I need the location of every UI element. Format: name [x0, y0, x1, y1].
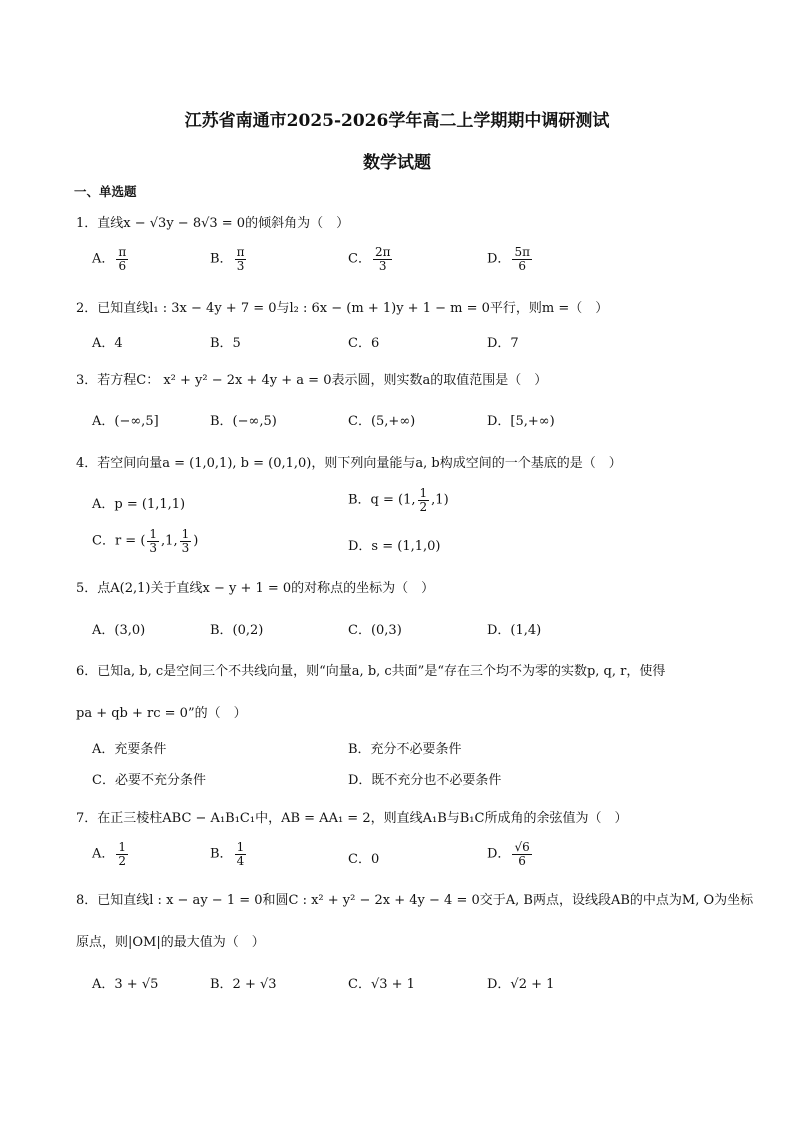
question-6-stem-continued: pa + qb + rc = 0”的（ ） — [76, 706, 247, 721]
question-2-option-a: A．4 — [92, 336, 123, 351]
question-8-option-c: C．√3 + 1 — [348, 977, 415, 992]
question-7-stem: 7．在正三棱柱ABC − A₁B₁C₁中，AB = AA₁ = 2，则直线A₁B与B₁C所成角的余弦值为（ ） — [76, 811, 628, 826]
question-3-option-a: A．(−∞,5] — [92, 414, 159, 429]
question-5-option-b: B．(0,2) — [210, 623, 264, 638]
question-8-option-b: B．2 + √3 — [210, 977, 277, 992]
question-2-stem: 2．已知直线l₁ : 3x − 4y + 7 = 0与l₂ : 6x − (m + 1)y + 1 − m = 0平行，则m =（ ） — [76, 301, 609, 316]
question-8-option-d: D．√2 + 1 — [487, 977, 555, 992]
question-1-option-a: A． $\frac{\pi}{6}$ — [92, 245, 127, 273]
question-2-option-b: B．5 — [210, 336, 241, 351]
question-1-option-d: D． $\frac{5\pi}{6}$ — [487, 245, 530, 273]
question-8-stem-continued: 原点，则|OM|的最大值为（ ） — [76, 935, 265, 950]
section-heading: 一、单选题 — [74, 184, 137, 199]
question-1-stem: 1．直线x − √3y − 8√3 = 0的倾斜角为（ ） — [76, 216, 350, 231]
question-7-option-d: D． $\frac{√6}{6}$ — [487, 840, 530, 868]
question-4-option-b: B．q = (1, $\frac{1}{2}$ ,1) — [348, 486, 449, 514]
question-2-option-c: C．6 — [348, 336, 380, 351]
page-subtitle: 数学试题 — [363, 153, 431, 173]
page-title: 江苏省南通市2025-2026学年高二上学期期中调研测试 — [184, 111, 610, 131]
question-5-option-d: D．(1,4) — [487, 623, 542, 638]
question-1-option-b: B． $\frac{\pi}{3}$ — [210, 245, 245, 273]
question-1-option-c: C． $\frac{2\pi}{3}$ — [348, 245, 391, 273]
question-2-option-d: D．7 — [487, 336, 519, 351]
question-3-option-c: C．(5,+∞) — [348, 414, 416, 429]
question-5-option-a: A．(3,0) — [92, 623, 146, 638]
question-3-stem: 3．若方程C： x² + y² − 2x + 4y + a = 0表示圆，则实数a的取值范围是（ ） — [76, 373, 548, 388]
question-7-option-c: C．0 — [348, 852, 380, 867]
question-5-stem: 5．点A(2,1)关于直线x − y + 1 = 0的对称点的坐标为（ ） — [76, 581, 435, 596]
question-3-option-b: B．(−∞,5) — [210, 414, 277, 429]
question-3-option-d: D．[5,+∞) — [487, 414, 555, 429]
question-8-stem: 8．已知直线l : x − ay − 1 = 0和圆C : x² + y² − 2x + 4y − 4 = 0交于A, B两点，设线段AB的中点为M, O为坐标 — [76, 893, 754, 908]
question-6-option-c: C．必要不充分条件 — [92, 773, 206, 788]
question-5-option-c: C．(0,3) — [348, 623, 402, 638]
question-4-stem: 4．若空间向量a = (1,0,1), b = (0,1,0)，则下列向量能与a, b构成空间的一个基底的是（ ） — [76, 456, 622, 471]
question-6-option-d: D．既不充分也不必要条件 — [348, 773, 502, 788]
question-6-stem: 6．已知a, b, c是空间三个不共线向量，则“向量a, b, c共面”是“存在三个均不为零的实数p, q, r，使得 — [76, 664, 666, 679]
question-6-option-b: B．充分不必要条件 — [348, 742, 462, 757]
question-7-option-a: A． $\frac{1}{2}$ — [92, 840, 127, 868]
question-4-option-c: C．r = ( $\frac{1}{3}$ ,1, $\frac{1}{3}$ ) — [92, 527, 199, 555]
question-8-option-a: A．3 + √5 — [92, 977, 159, 992]
question-7-option-b: B． $\frac{1}{4}$ — [210, 840, 245, 868]
question-6-option-a: A．充要条件 — [92, 742, 167, 757]
question-4-option-d: D．s = (1,1,0) — [348, 539, 441, 554]
question-4-option-a: A．p = (1,1,1) — [92, 497, 186, 512]
